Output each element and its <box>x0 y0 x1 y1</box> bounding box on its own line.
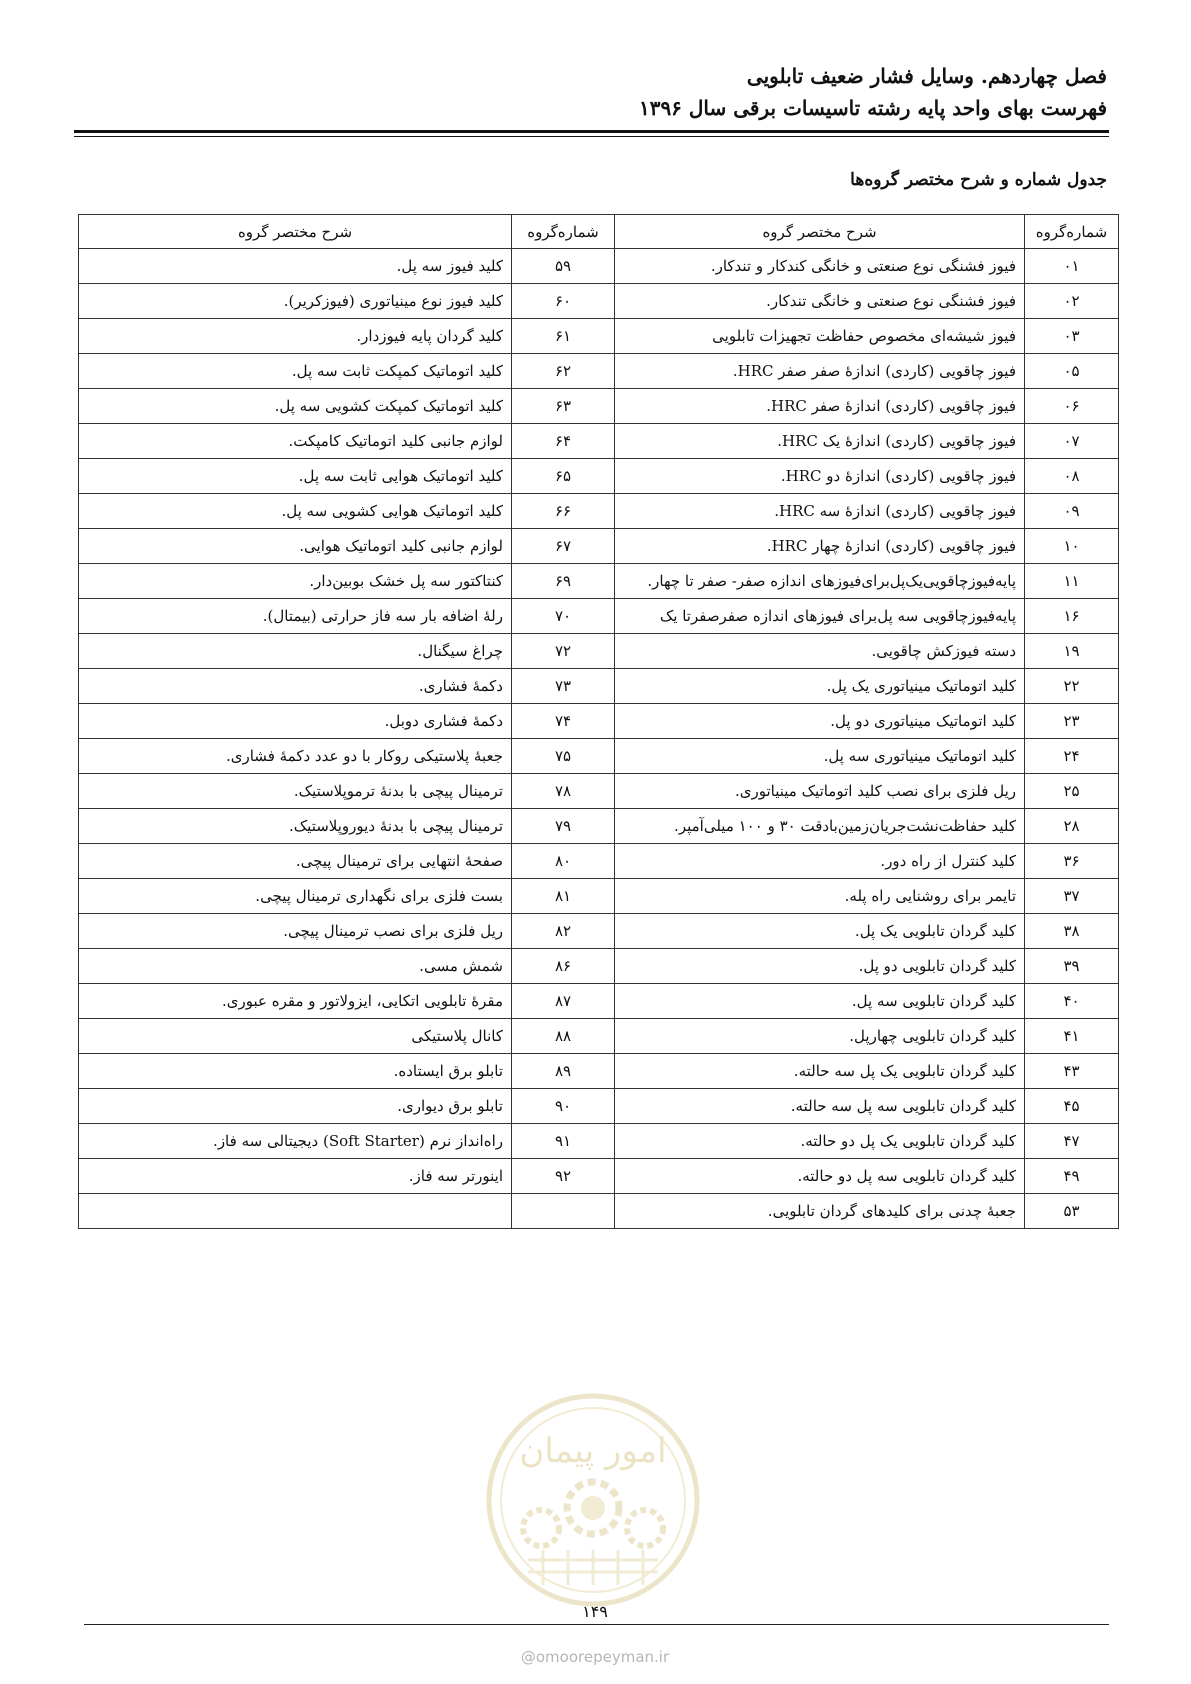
table-row <box>79 984 1119 1019</box>
group-description-cell-2: کلید اتوماتیک کمپکت ثابت سه پل. <box>79 354 512 389</box>
group-description-cell-2: کلید اتوماتیک کمپکت کشویی سه پل. <box>79 389 512 424</box>
group-number-cell: ۲۴ <box>1025 739 1119 774</box>
group-number-cell: ۵۳ <box>1025 1194 1119 1229</box>
table-row <box>79 1159 1119 1194</box>
table-title: جدول شماره و شرح مختصر گروه‌ها <box>850 170 1107 190</box>
group-description-cell: کلید گردان تابلویی یک پل سه حالته. <box>615 1054 1025 1089</box>
group-number-cell-2: ۵۹ <box>512 249 615 284</box>
table-row <box>79 844 1119 879</box>
group-number-cell-2: ۷۸ <box>512 774 615 809</box>
group-description-cell: فیوز چاقویی (کاردی) اندازهٔ چهار HRC. <box>615 529 1025 564</box>
column-header-description: شرح مختصر گروه <box>615 215 1025 249</box>
group-description-cell: دسته فیوزکش چاقویی. <box>615 634 1025 669</box>
table-row <box>79 914 1119 949</box>
group-number-cell: ۴۷ <box>1025 1124 1119 1159</box>
group-number-cell-2: ۶۴ <box>512 424 615 459</box>
group-description-cell-2: شمش مسی. <box>79 949 512 984</box>
group-description-cell-2: ترمینال پیچی با بدنهٔ ترموپلاستیک. <box>79 774 512 809</box>
group-number-cell: ۰۶ <box>1025 389 1119 424</box>
table-row <box>79 459 1119 494</box>
table-row <box>79 1019 1119 1054</box>
group-description-cell-2: لوازم جانبی کلید اتوماتیک هوایی. <box>79 529 512 564</box>
group-number-cell-2: ۶۵ <box>512 459 615 494</box>
book-title: فهرست بهای واحد پایه رشته تاسیسات برقی سال ۱۳۹۶ <box>638 96 1107 120</box>
group-number-cell-2: ۹۲ <box>512 1159 615 1194</box>
group-description-cell: کلید گردان تابلویی یک پل دو حالته. <box>615 1124 1025 1159</box>
group-description-cell-2: کنتاکتور سه پل خشک بوبین‌دار. <box>79 564 512 599</box>
group-description-cell-2: کلید اتوماتیک هوایی کشویی سه پل. <box>79 494 512 529</box>
group-number-cell: ۴۰ <box>1025 984 1119 1019</box>
table-row <box>79 669 1119 704</box>
group-number-cell: ۰۷ <box>1025 424 1119 459</box>
group-number-cell: ۴۹ <box>1025 1159 1119 1194</box>
group-description-cell: کلید گردان تابلویی سه پل. <box>615 984 1025 1019</box>
group-number-cell: ۱۹ <box>1025 634 1119 669</box>
company-seal-icon <box>483 1390 703 1610</box>
group-number-cell-2: ۷۲ <box>512 634 615 669</box>
group-description-cell: فیوز چاقویی (کاردی) اندازهٔ صفر HRC. <box>615 389 1025 424</box>
table-row <box>79 739 1119 774</box>
group-number-cell-2: ۹۰ <box>512 1089 615 1124</box>
group-description-cell-2: تابلو برق دیواری. <box>79 1089 512 1124</box>
table-row <box>79 879 1119 914</box>
group-description-cell: پایه‌فیوزچاقویی‌یک‌پل‌برای‌فیوزهای اندازه صفر- صفر تا چهار. <box>615 564 1025 599</box>
group-number-cell-2: ۸۸ <box>512 1019 615 1054</box>
group-description-cell: کلید گردان تابلویی سه پل سه حالته. <box>615 1089 1025 1124</box>
group-number-cell: ۳۸ <box>1025 914 1119 949</box>
group-description-cell-2: تابلو برق ایستاده. <box>79 1054 512 1089</box>
group-number-cell: ۲۳ <box>1025 704 1119 739</box>
table-row <box>79 949 1119 984</box>
group-description-cell: کلید گردان تابلویی سه پل دو حالته. <box>615 1159 1025 1194</box>
table-row <box>79 1124 1119 1159</box>
group-description-cell-2: کانال پلاستیکی <box>79 1019 512 1054</box>
table-row <box>79 249 1119 284</box>
group-description-cell-2: جعبهٔ پلاستیکی روکار با دو عدد دکمهٔ فشاری. <box>79 739 512 774</box>
group-number-cell-2: ۹۱ <box>512 1124 615 1159</box>
group-description-cell: فیوز فشنگی نوع صنعتی و خانگی کندکار و تندکار. <box>615 249 1025 284</box>
table-row <box>79 494 1119 529</box>
group-number-cell-2: ۶۰ <box>512 284 615 319</box>
group-description-cell-2: بست فلزی برای نگهداری ترمینال پیچی. <box>79 879 512 914</box>
group-number-cell-2: ۶۳ <box>512 389 615 424</box>
group-number-cell: ۳۹ <box>1025 949 1119 984</box>
group-description-cell-2: کلید گردان پایه فیوزدار. <box>79 319 512 354</box>
table-row <box>79 599 1119 634</box>
table-row <box>79 704 1119 739</box>
group-number-cell: ۴۵ <box>1025 1089 1119 1124</box>
group-number-cell: ۱۱ <box>1025 564 1119 599</box>
group-description-cell-2: کلید فیوز سه پل. <box>79 249 512 284</box>
group-number-cell: ۲۲ <box>1025 669 1119 704</box>
group-number-cell: ۰۱ <box>1025 249 1119 284</box>
group-description-cell-2: کلید فیوز نوع مینیاتوری (فیوزکریر). <box>79 284 512 319</box>
table-row <box>79 1054 1119 1089</box>
group-description-cell-2: صفحهٔ انتهایی برای ترمینال پیچی. <box>79 844 512 879</box>
group-number-cell: ۴۱ <box>1025 1019 1119 1054</box>
table-row <box>79 424 1119 459</box>
group-number-cell: ۴۳ <box>1025 1054 1119 1089</box>
footer-site-link[interactable]: @omoorepeyman.ir <box>520 1648 670 1666</box>
group-description-cell: کلید حفاظت‌نشت‌جریان‌زمین‌بادقت ۳۰ و ۱۰۰ میلی‌آمپر. <box>615 809 1025 844</box>
table-row <box>79 354 1119 389</box>
group-number-cell-2: ۶۱ <box>512 319 615 354</box>
group-table <box>78 214 1119 1229</box>
table-row <box>79 1089 1119 1124</box>
group-description-cell: کلید گردان تابلویی یک پل. <box>615 914 1025 949</box>
group-description-cell: کلید اتوماتیک مینیاتوری دو پل. <box>615 704 1025 739</box>
table-row <box>79 634 1119 669</box>
group-description-cell: کلید اتوماتیک مینیاتوری سه پل. <box>615 739 1025 774</box>
group-number-cell: ۳۶ <box>1025 844 1119 879</box>
table-header-row <box>79 215 1119 249</box>
group-number-cell: ۱۰ <box>1025 529 1119 564</box>
table-row <box>79 809 1119 844</box>
group-description-cell: تایمر برای روشنایی راه پله. <box>615 879 1025 914</box>
group-description-cell-2: دکمهٔ فشاری دوبل. <box>79 704 512 739</box>
group-number-cell: ۰۵ <box>1025 354 1119 389</box>
table-row <box>79 284 1119 319</box>
group-number-cell-2 <box>512 1194 615 1229</box>
column-header-group-number: شماره‌گروه <box>1025 215 1119 249</box>
table-body <box>79 249 1119 1229</box>
group-number-cell-2: ۸۲ <box>512 914 615 949</box>
table-row <box>79 1194 1119 1229</box>
group-number-cell: ۰۸ <box>1025 459 1119 494</box>
group-description-cell-2: راه‌انداز نرم (Soft Starter) دیجیتالی سه فاز. <box>79 1124 512 1159</box>
table-row <box>79 774 1119 809</box>
group-number-cell-2: ۶۶ <box>512 494 615 529</box>
group-description-cell: فیوز فشنگی نوع صنعتی و خانگی تندکار. <box>615 284 1025 319</box>
group-description-cell-2: رلهٔ اضافه بار سه فاز حرارتی (بیمتال). <box>79 599 512 634</box>
group-number-cell-2: ۶۲ <box>512 354 615 389</box>
group-description-cell-2: کلید اتوماتیک هوایی ثابت سه پل. <box>79 459 512 494</box>
header-rule-thick <box>74 130 1109 133</box>
group-number-cell-2: ۸۷ <box>512 984 615 1019</box>
group-number-cell: ۰۹ <box>1025 494 1119 529</box>
group-number-cell-2: ۸۶ <box>512 949 615 984</box>
group-description-cell: فیوز چاقویی (کاردی) اندازهٔ صفر صفر HRC. <box>615 354 1025 389</box>
seal-lettering: امور پیمان <box>519 1431 667 1471</box>
group-number-cell-2: ۶۷ <box>512 529 615 564</box>
group-description-cell: پایه‌فیوزچاقویی سه پل‌برای فیوزهای اندازه صفرصفرتا یک <box>615 599 1025 634</box>
column-header-description-2: شرح مختصر گروه <box>79 215 512 249</box>
group-description-cell: فیوز شیشه‌ای مخصوص حفاظت تجهیزات تابلویی <box>615 319 1025 354</box>
group-number-cell-2: ۸۹ <box>512 1054 615 1089</box>
table-row <box>79 389 1119 424</box>
group-number-cell-2: ۸۱ <box>512 879 615 914</box>
group-number-cell-2: ۷۰ <box>512 599 615 634</box>
group-number-cell: ۱۶ <box>1025 599 1119 634</box>
table-row <box>79 564 1119 599</box>
group-number-cell: ۳۷ <box>1025 879 1119 914</box>
page-number: ۱۴۹ <box>582 1602 608 1621</box>
page-header <box>74 60 1107 124</box>
group-description-cell-2: ریل فلزی برای نصب ترمینال پیچی. <box>79 914 512 949</box>
group-description-cell: فیوز چاقویی (کاردی) اندازهٔ سه HRC. <box>615 494 1025 529</box>
group-description-cell-2: چراغ سیگنال. <box>79 634 512 669</box>
group-description-cell: کلید گردان تابلویی دو پل. <box>615 949 1025 984</box>
group-description-cell-2: ترمینال پیچی با بدنهٔ دیوروپلاستیک. <box>79 809 512 844</box>
group-description-cell: کلید گردان تابلویی چهارپل. <box>615 1019 1025 1054</box>
group-description-cell: کلید کنترل از راه دور. <box>615 844 1025 879</box>
column-header-group-number-2: شماره‌گروه <box>512 215 615 249</box>
footer-rule <box>84 1624 1109 1625</box>
group-description-cell-2 <box>79 1194 512 1229</box>
group-number-cell-2: ۷۵ <box>512 739 615 774</box>
group-description-cell: ریل فلزی برای نصب کلید اتوماتیک مینیاتوری. <box>615 774 1025 809</box>
group-description-cell: کلید اتوماتیک مینیاتوری یک پل. <box>615 669 1025 704</box>
group-number-cell-2: ۷۳ <box>512 669 615 704</box>
table-row <box>79 529 1119 564</box>
table-row <box>79 319 1119 354</box>
group-description-cell-2: لوازم جانبی کلید اتوماتیک کامپکت. <box>79 424 512 459</box>
group-description-cell-2: دکمهٔ فشاری. <box>79 669 512 704</box>
group-number-cell-2: ۷۴ <box>512 704 615 739</box>
group-description-cell: فیوز چاقویی (کاردی) اندازهٔ یک HRC. <box>615 424 1025 459</box>
group-number-cell: ۰۳ <box>1025 319 1119 354</box>
group-number-cell-2: ۷۹ <box>512 809 615 844</box>
chapter-title: فصل چهاردهم. وسایل فشار ضعیف تابلویی <box>746 64 1107 88</box>
group-description-cell: جعبهٔ چدنی برای کلیدهای گردان تابلویی. <box>615 1194 1025 1229</box>
header-rule-thin <box>74 136 1109 137</box>
group-number-cell-2: ۶۹ <box>512 564 615 599</box>
group-description-cell: فیوز چاقویی (کاردی) اندازهٔ دو HRC. <box>615 459 1025 494</box>
group-description-cell-2: اینورتر سه فاز. <box>79 1159 512 1194</box>
group-number-cell: ۲۸ <box>1025 809 1119 844</box>
group-number-cell: ۰۲ <box>1025 284 1119 319</box>
group-number-cell: ۲۵ <box>1025 774 1119 809</box>
group-description-cell-2: مقرهٔ تابلویی اتکایی، ایزولاتور و مقره عبوری. <box>79 984 512 1019</box>
group-number-cell-2: ۸۰ <box>512 844 615 879</box>
